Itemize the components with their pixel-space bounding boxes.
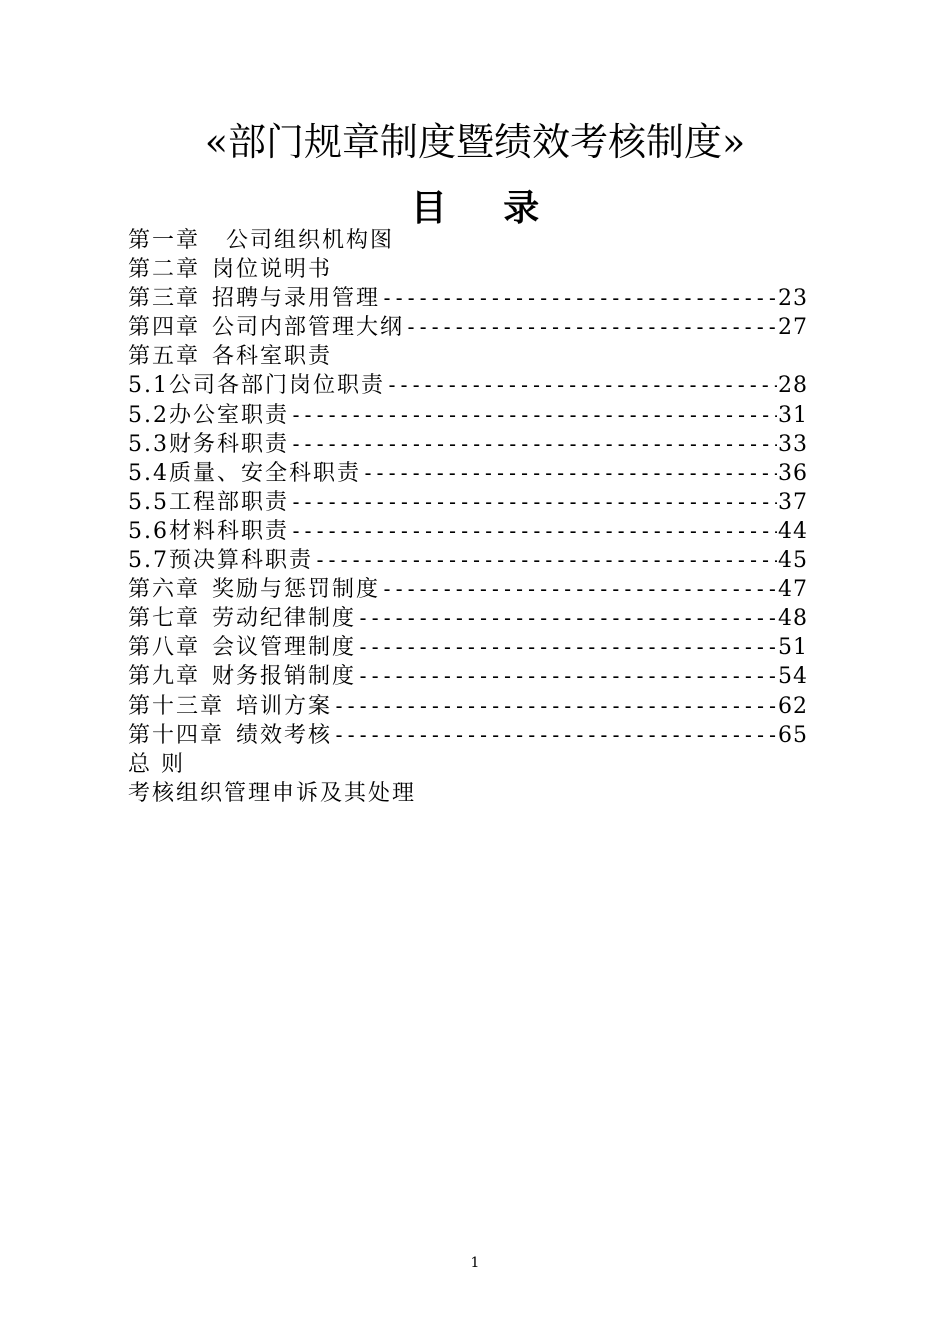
toc-chapter-label: 第十四章 [128,722,225,748]
toc-entry-title: 会议管理制度 [212,635,357,661]
toc-entry-title: 招聘与录用管理 [212,286,381,312]
toc-entry[interactable] [128,750,808,779]
toc-page-number: 33 [778,431,808,457]
toc-page-number: 54 [778,664,808,690]
toc-page-number: 44 [778,518,808,544]
toc-entry-title: 奖励与惩罚制度 [212,577,381,603]
toc-leader-dashes [357,662,777,691]
toc-page-number: 36 [778,460,808,486]
toc-entry-title: 各科室职责 [212,344,333,370]
toc-entry[interactable] [128,517,808,546]
toc-entry[interactable] [128,459,808,488]
toc-chapter-label: 第八章 [128,635,201,661]
toc-entry[interactable] [128,662,808,691]
toc-chapter-label: 第九章 [128,664,201,690]
toc-entry[interactable] [128,721,808,750]
toc-entry[interactable] [128,284,808,313]
toc-entry[interactable] [128,430,808,459]
document-title: «部门规章制度暨绩效考核制度» [204,120,746,164]
toc-leader-dashes [362,459,777,488]
toc-entry-title: 总 则 [128,751,185,777]
toc-entry-title: 财务报销制度 [212,664,357,690]
toc-entry-title: 5.3财务科职责 [128,431,289,457]
toc-leader-dashes [381,575,777,604]
toc-leader-dashes [405,313,777,342]
toc-leader-dashes [357,633,777,662]
toc-entry-title: 公司内部管理大纲 [212,315,405,341]
toc-chapter-label: 第一章 [128,228,201,253]
toc-entry-title: 岗位说明书 [212,257,333,283]
toc-entry[interactable] [128,488,808,517]
page-number: 1 [470,1255,480,1271]
toc-entry[interactable] [128,633,808,662]
toc-entry-title: 公司组织机构图 [226,228,395,253]
toc-page-number: 45 [778,548,808,574]
toc-chapter-label: 第四章 [128,315,201,341]
toc-leader-dashes [333,692,777,721]
toc-chapter-label: 第十三章 [128,693,225,719]
toc-entry-title: 5.4质量、安全科职责 [128,460,361,486]
toc-entry[interactable] [128,226,808,255]
toc-chapter-label: 第二章 [128,257,201,283]
toc-chapter-label: 第五章 [128,344,201,370]
toc-page-number: 62 [778,693,808,719]
toc-entry[interactable] [128,779,808,808]
toc-heading: 目 录 [410,187,562,229]
toc-page-number: 27 [778,315,808,341]
toc-leader-dashes [290,488,777,517]
toc-entry[interactable] [128,313,808,342]
toc-leader-dashes [290,517,777,546]
toc-entry-title: 培训方案 [236,693,333,719]
toc-entry[interactable] [128,546,808,575]
toc-page-number: 65 [778,722,808,748]
toc-entry[interactable] [128,401,808,430]
toc-leader-dashes [290,430,777,459]
toc-entry-title: 5.5工程部职责 [128,489,289,515]
toc-entry-title: 5.6材料科职责 [128,518,289,544]
toc-page-number: 28 [778,373,808,399]
toc-entry[interactable] [128,692,808,721]
toc-leader-dashes [386,371,777,400]
toc-leader-dashes [314,546,777,575]
toc-chapter-label: 第七章 [128,606,201,632]
toc-entry-title: 5.7预决算科职责 [128,548,313,574]
toc-page-number: 47 [778,577,808,603]
toc-page-number: 31 [778,402,808,428]
toc-entry[interactable] [128,342,808,371]
toc-entry[interactable] [128,604,808,633]
toc-page-number: 37 [778,489,808,515]
toc-entry[interactable] [128,575,808,604]
toc-chapter-label: 第三章 [128,286,201,312]
toc-leader-dashes [333,721,777,750]
toc-page-number: 48 [778,606,808,632]
toc-leader-dashes [290,401,777,430]
toc-entry-title: 5.2办公室职责 [128,402,289,428]
toc-leader-dashes [357,604,777,633]
toc-page-number: 23 [778,286,808,312]
toc-page-number: 51 [778,635,808,661]
toc-entry[interactable] [128,255,808,284]
table-of-contents [128,226,808,808]
toc-entry-title: 5.1公司各部门岗位职责 [128,373,385,399]
toc-entry-title: 考核组织管理申诉及其处理 [128,780,417,806]
toc-chapter-label: 第六章 [128,577,201,603]
toc-entry[interactable] [128,371,808,400]
toc-entry-title: 劳动纪律制度 [212,606,357,632]
toc-entry-title: 绩效考核 [236,722,333,748]
toc-leader-dashes [381,284,777,313]
